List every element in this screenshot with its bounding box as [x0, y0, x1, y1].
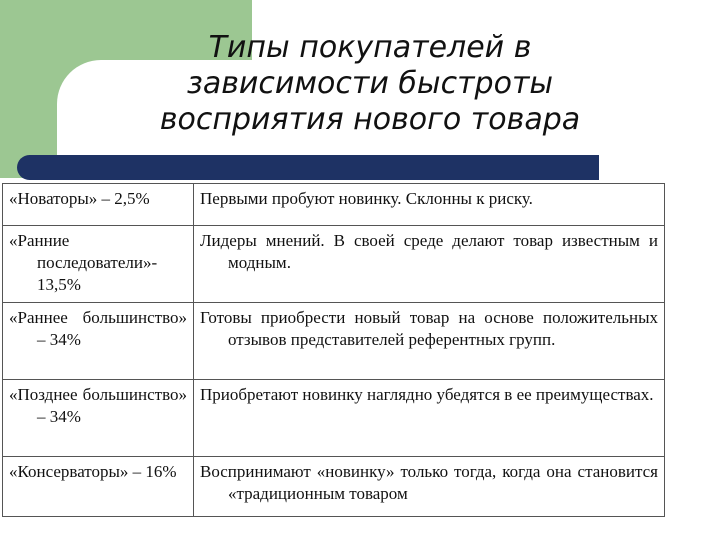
buyer-type-text: «Ранние последователи»- 13,5% [9, 231, 158, 294]
table-row [3, 457, 665, 517]
table-row [3, 380, 665, 457]
buyer-type-cell [3, 457, 194, 517]
buyer-description-cell [194, 184, 665, 226]
buyer-type-text: «Раннее большинство» – 34% [9, 308, 187, 349]
buyer-description-text: Готовы приобрести новый товар на основе положительных отзывов представителей референтных групп. [200, 308, 658, 349]
slide-title: Типы покупателей в зависимости быстроты восприятия нового товара [159, 30, 581, 137]
buyer-description-cell [194, 380, 665, 457]
buyer-type-cell [3, 380, 194, 457]
buyer-type-text: «Новаторы» – 2,5% [9, 189, 150, 208]
buyer-type-text: «Консерваторы» – 16% [9, 462, 177, 481]
buyer-description-cell [194, 226, 665, 303]
buyer-description-cell [194, 457, 665, 517]
buyer-description-cell [194, 303, 665, 380]
buyer-type-cell [3, 226, 194, 303]
table-row [3, 184, 665, 226]
buyer-description-text: Лидеры мнений. В своей среде делают товар известным и модным. [200, 231, 658, 272]
buyer-type-cell [3, 303, 194, 380]
table-row [3, 303, 665, 380]
navy-divider-bar [17, 155, 599, 180]
buyer-description-text: Приобретают новинку наглядно убедятся в ее преимуществах. [200, 385, 654, 404]
buyer-type-cell [3, 184, 194, 226]
buyer-description-text: Первыми пробуют новинку. Склонны к риску. [200, 189, 533, 208]
table-row [3, 226, 665, 303]
buyer-type-text: «Позднее большинство» – 34% [9, 385, 187, 426]
buyer-description-text: Воспринимают «новинку» только тогда, когда она становится «традиционным товаром [200, 462, 658, 503]
buyer-types-table [2, 183, 665, 517]
